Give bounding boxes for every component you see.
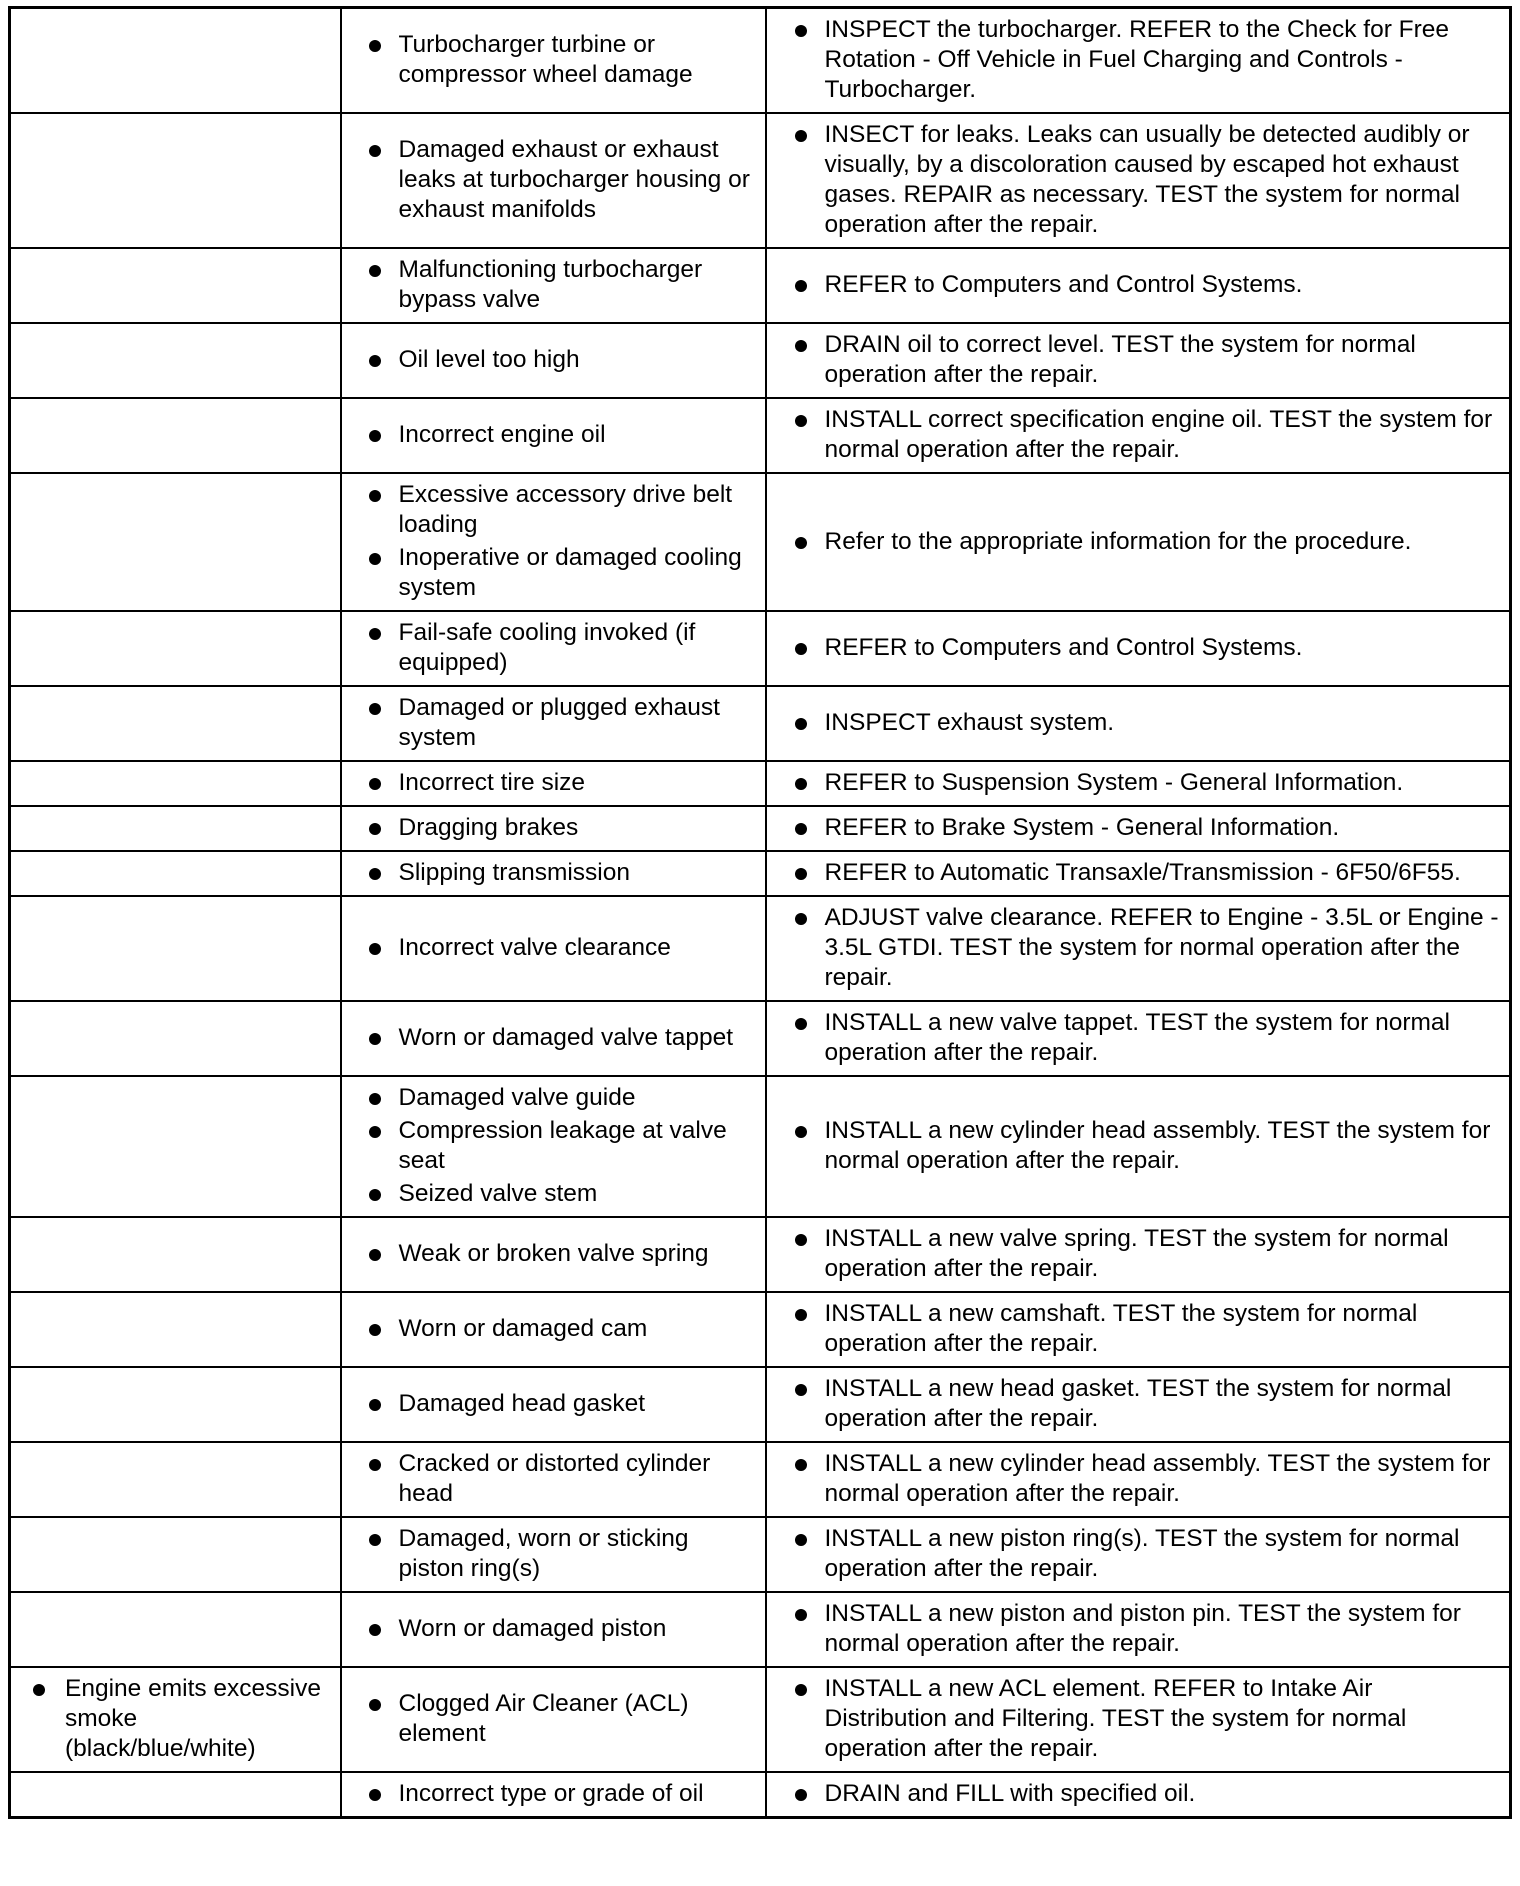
action-cell-text: INSTALL a new ACL element. REFER to Intake Air Distribution and Filtering. TEST the system for normal operation after the repair.	[824, 1675, 1407, 1762]
action-cell-item	[775, 903, 1502, 993]
action-cell-text: Refer to the appropriate information for the procedure.	[824, 527, 1412, 555]
bullet-icon	[795, 1684, 807, 1696]
bullet-icon	[369, 1399, 381, 1411]
action-cell-item	[775, 527, 1502, 557]
possible-source-cell	[341, 1772, 766, 1818]
action-cell-text: INSTALL a new valve tappet. TEST the system for normal operation after the repair.	[824, 1009, 1450, 1066]
possible-source-cell	[341, 1592, 766, 1667]
possible-source-cell-text: Worn or damaged piston	[398, 1615, 667, 1642]
possible-source-cell	[341, 113, 766, 248]
action-cell-text: REFER to Automatic Transaxle/Transmission - 6F50/6F55.	[824, 859, 1461, 886]
condition-cell-text: Engine emits excessive smoke (black/blue/white)	[65, 1675, 322, 1762]
possible-source-cell-text: Incorrect valve clearance	[398, 934, 671, 961]
bullet-icon	[369, 1249, 381, 1261]
action-cell-text: REFER to Computers and Control Systems.	[824, 634, 1303, 661]
action-cell	[766, 896, 1511, 1001]
possible-source-cell-text: Damaged exhaust or exhaust leaks at turbocharger housing or exhaust manifolds	[398, 136, 750, 223]
bullet-icon	[369, 1699, 381, 1711]
bullet-icon	[369, 1126, 381, 1138]
action-cell-text: INSTALL a new valve spring. TEST the system for normal operation after the repair.	[824, 1225, 1449, 1282]
bullet-icon	[369, 823, 381, 835]
bullet-icon	[369, 943, 381, 955]
table-row	[10, 686, 1511, 761]
action-cell-list	[775, 1524, 1502, 1584]
action-cell-item	[775, 15, 1502, 105]
condition-cell	[10, 806, 341, 851]
action-cell-item	[775, 1224, 1502, 1284]
bullet-icon	[795, 778, 807, 790]
possible-source-cell-item	[350, 1689, 757, 1749]
action-cell-text: DRAIN and FILL with specified oil.	[824, 1780, 1196, 1807]
possible-source-cell-item	[350, 1023, 757, 1053]
condition-cell	[10, 323, 341, 398]
possible-source-cell-text: Cracked or distorted cylinder head	[398, 1450, 711, 1507]
possible-source-cell-item	[350, 1179, 757, 1209]
action-cell-list	[775, 270, 1502, 300]
bullet-icon	[795, 823, 807, 835]
action-cell-item	[775, 1599, 1502, 1659]
condition-cell	[10, 851, 341, 896]
bullet-icon	[795, 25, 807, 37]
possible-source-cell	[341, 473, 766, 611]
possible-source-cell	[341, 1217, 766, 1292]
possible-source-cell-list	[350, 1449, 757, 1509]
possible-source-cell	[341, 1001, 766, 1076]
possible-source-cell-text: Fail-safe cooling invoked (if equipped)	[398, 619, 696, 676]
action-cell-item	[775, 120, 1502, 240]
possible-source-cell-list	[350, 1779, 757, 1809]
bullet-icon	[795, 868, 807, 880]
bullet-icon	[369, 430, 381, 442]
table-row	[10, 851, 1511, 896]
action-cell	[766, 806, 1511, 851]
bullet-icon	[795, 1126, 807, 1138]
action-cell-item	[775, 405, 1502, 465]
possible-source-cell-item	[350, 30, 757, 90]
bullet-icon	[369, 1459, 381, 1471]
possible-source-cell-text: Compression leakage at valve seat	[398, 1117, 727, 1174]
bullet-icon	[795, 643, 807, 655]
possible-source-cell-item	[350, 933, 757, 963]
table-row	[10, 1442, 1511, 1517]
condition-cell	[10, 1076, 341, 1217]
possible-source-cell-text: Damaged head gasket	[398, 1390, 646, 1417]
condition-cell	[10, 686, 341, 761]
table-row	[10, 1367, 1511, 1442]
action-cell-item	[775, 1524, 1502, 1584]
condition-cell	[10, 1667, 341, 1772]
possible-source-cell-text: Worn or damaged cam	[398, 1315, 648, 1342]
possible-source-cell-text: Seized valve stem	[398, 1180, 598, 1207]
action-cell-text: DRAIN oil to correct level. TEST the system for normal operation after the repair.	[824, 331, 1416, 388]
possible-source-cell-item	[350, 1524, 757, 1584]
action-cell-text: ADJUST valve clearance. REFER to Engine - 3.5L or Engine - 3.5L GTDI. TEST the system for normal operation after the repair.	[824, 904, 1499, 991]
possible-source-cell	[341, 398, 766, 473]
possible-source-cell-text: Incorrect tire size	[398, 769, 586, 796]
action-cell	[766, 1442, 1511, 1517]
action-cell-list	[775, 858, 1502, 888]
possible-source-cell-text: Inoperative or damaged cooling system	[398, 544, 742, 601]
action-cell-list	[775, 1224, 1502, 1284]
possible-source-cell-text: Malfunctioning turbocharger bypass valve	[398, 256, 703, 313]
bullet-icon	[369, 40, 381, 52]
action-cell-list	[775, 15, 1502, 105]
action-cell	[766, 686, 1511, 761]
possible-source-cell-text: Weak or broken valve spring	[398, 1240, 709, 1267]
possible-source-cell-item	[350, 420, 757, 450]
action-cell	[766, 248, 1511, 323]
action-cell	[766, 8, 1511, 114]
possible-source-cell-item	[350, 543, 757, 603]
bullet-icon	[369, 1534, 381, 1546]
possible-source-cell-text: Worn or damaged valve tappet	[398, 1024, 734, 1051]
action-cell-item	[775, 1779, 1502, 1809]
condition-cell	[10, 1367, 341, 1442]
action-cell-list	[775, 1779, 1502, 1809]
possible-source-cell	[341, 686, 766, 761]
action-cell-text: REFER to Suspension System - General Information.	[824, 769, 1404, 796]
possible-source-cell-item	[350, 1614, 757, 1644]
bullet-icon	[369, 1324, 381, 1336]
action-cell	[766, 1772, 1511, 1818]
action-cell	[766, 1292, 1511, 1367]
bullet-icon	[369, 1093, 381, 1105]
bullet-icon	[795, 1309, 807, 1321]
action-cell-list	[775, 708, 1502, 738]
possible-source-cell	[341, 1292, 766, 1367]
possible-source-cell-list	[350, 618, 757, 678]
table-row	[10, 1592, 1511, 1667]
possible-source-cell-list	[350, 255, 757, 315]
action-cell-item	[775, 1674, 1502, 1764]
condition-cell	[10, 1001, 341, 1076]
action-cell-text: INSTALL a new head gasket. TEST the system for normal operation after the repair.	[824, 1375, 1452, 1432]
diagnosis-table	[8, 6, 1512, 1819]
bullet-icon	[795, 537, 807, 549]
possible-source-cell	[341, 248, 766, 323]
table-row	[10, 8, 1511, 114]
action-cell	[766, 611, 1511, 686]
table-row	[10, 1517, 1511, 1592]
action-cell	[766, 1367, 1511, 1442]
condition-cell	[10, 8, 341, 114]
bullet-icon	[369, 355, 381, 367]
possible-source-cell	[341, 896, 766, 1001]
possible-source-cell-item	[350, 618, 757, 678]
possible-source-cell	[341, 611, 766, 686]
possible-source-cell-text: Damaged valve guide	[398, 1084, 636, 1111]
possible-source-cell-list	[350, 933, 757, 963]
action-cell-item	[775, 1116, 1502, 1176]
possible-source-cell-item	[350, 1779, 757, 1809]
action-cell	[766, 1517, 1511, 1592]
possible-source-cell-item	[350, 813, 757, 843]
possible-source-cell-item	[350, 1116, 757, 1176]
possible-source-cell	[341, 1367, 766, 1442]
possible-source-cell-list	[350, 480, 757, 603]
bullet-icon	[369, 145, 381, 157]
action-cell	[766, 398, 1511, 473]
action-cell	[766, 1076, 1511, 1217]
action-cell-list	[775, 768, 1502, 798]
condition-cell	[10, 1592, 341, 1667]
possible-source-cell-item	[350, 693, 757, 753]
action-cell-text: INSTALL a new cylinder head assembly. TEST the system for normal operation after the repair.	[824, 1450, 1491, 1507]
bullet-icon	[795, 1018, 807, 1030]
action-cell-text: INSTALL a new cylinder head assembly. TEST the system for normal operation after the repair.	[824, 1117, 1491, 1174]
action-cell-text: REFER to Brake System - General Information.	[824, 814, 1340, 841]
action-cell-list	[775, 405, 1502, 465]
condition-cell	[10, 611, 341, 686]
possible-source-cell-item	[350, 345, 757, 375]
bullet-icon	[795, 130, 807, 142]
possible-source-cell-list	[350, 420, 757, 450]
table-row	[10, 473, 1511, 611]
bullet-icon	[369, 1033, 381, 1045]
action-cell-list	[775, 1008, 1502, 1068]
possible-source-cell-text: Dragging brakes	[398, 814, 579, 841]
possible-source-cell-text: Damaged, worn or sticking piston ring(s)	[398, 1525, 689, 1582]
table-row	[10, 1292, 1511, 1367]
action-cell-item	[775, 330, 1502, 390]
bullet-icon	[369, 703, 381, 715]
possible-source-cell-list	[350, 1614, 757, 1644]
possible-source-cell-item	[350, 1389, 757, 1419]
condition-cell-list	[19, 1674, 332, 1764]
table-row	[10, 113, 1511, 248]
condition-cell	[10, 761, 341, 806]
action-cell	[766, 1667, 1511, 1772]
possible-source-cell	[341, 1517, 766, 1592]
possible-source-cell-item	[350, 1449, 757, 1509]
possible-source-cell-list	[350, 1389, 757, 1419]
action-cell-list	[775, 1449, 1502, 1509]
possible-source-cell-text: Incorrect engine oil	[398, 421, 606, 448]
action-cell	[766, 473, 1511, 611]
action-cell	[766, 1001, 1511, 1076]
bullet-icon	[795, 718, 807, 730]
possible-source-cell-list	[350, 813, 757, 843]
condition-cell	[10, 113, 341, 248]
possible-source-cell-list	[350, 345, 757, 375]
table-row	[10, 1667, 1511, 1772]
action-cell-item	[775, 768, 1502, 798]
bullet-icon	[795, 340, 807, 352]
action-cell-list	[775, 1116, 1502, 1176]
possible-source-cell-list	[350, 135, 757, 225]
table-row	[10, 248, 1511, 323]
possible-source-cell-item	[350, 858, 757, 888]
possible-source-cell-text: Clogged Air Cleaner (ACL) element	[398, 1690, 689, 1747]
action-cell-list	[775, 1299, 1502, 1359]
bullet-icon	[795, 415, 807, 427]
action-cell-text: INSPECT the turbocharger. REFER to the Check for Free Rotation - Off Vehicle in Fuel Charging and Controls - Turbocharger.	[824, 16, 1450, 103]
bullet-icon	[795, 280, 807, 292]
bullet-icon	[795, 913, 807, 925]
possible-source-cell	[341, 1076, 766, 1217]
possible-source-cell-item	[350, 1083, 757, 1113]
condition-cell	[10, 1442, 341, 1517]
possible-source-cell-text: Damaged or plugged exhaust system	[398, 694, 720, 751]
bullet-icon	[369, 868, 381, 880]
bullet-icon	[33, 1684, 45, 1696]
action-cell-item	[775, 1299, 1502, 1359]
bullet-icon	[795, 1234, 807, 1246]
action-cell	[766, 1592, 1511, 1667]
action-cell	[766, 761, 1511, 806]
bullet-icon	[369, 553, 381, 565]
bullet-icon	[795, 1534, 807, 1546]
condition-cell	[10, 896, 341, 1001]
action-cell-item	[775, 813, 1502, 843]
possible-source-cell-list	[350, 1689, 757, 1749]
table-row	[10, 1076, 1511, 1217]
possible-source-cell-item	[350, 135, 757, 225]
bullet-icon	[369, 778, 381, 790]
action-cell-text: INSECT for leaks. Leaks can usually be detected audibly or visually, by a discoloration caused by escaped hot exhaust gases. REPAIR as necessary. TEST the system for normal operation after the repair.	[824, 121, 1470, 238]
bullet-icon	[369, 490, 381, 502]
action-cell	[766, 113, 1511, 248]
possible-source-cell-list	[350, 1023, 757, 1053]
condition-cell	[10, 1772, 341, 1818]
possible-source-cell	[341, 851, 766, 896]
action-cell-text: INSTALL correct specification engine oil. TEST the system for normal operation after the repair.	[824, 406, 1493, 463]
condition-cell	[10, 1292, 341, 1367]
possible-source-cell-list	[350, 693, 757, 753]
action-cell-list	[775, 120, 1502, 240]
action-cell-text: INSTALL a new camshaft. TEST the system for normal operation after the repair.	[824, 1300, 1418, 1357]
condition-cell	[10, 473, 341, 611]
table-row	[10, 806, 1511, 851]
table-row	[10, 398, 1511, 473]
condition-cell-item	[19, 1674, 332, 1764]
table-row	[10, 761, 1511, 806]
possible-source-cell-list	[350, 1524, 757, 1584]
action-cell-item	[775, 1008, 1502, 1068]
bullet-icon	[369, 628, 381, 640]
action-cell	[766, 1217, 1511, 1292]
possible-source-cell-list	[350, 858, 757, 888]
table-row	[10, 323, 1511, 398]
possible-source-cell-list	[350, 1314, 757, 1344]
condition-cell	[10, 1517, 341, 1592]
possible-source-cell-text: Excessive accessory drive belt loading	[398, 481, 733, 538]
action-cell-text: INSTALL a new piston ring(s). TEST the system for normal operation after the repair.	[824, 1525, 1460, 1582]
action-cell-item	[775, 1449, 1502, 1509]
action-cell-list	[775, 527, 1502, 557]
possible-source-cell	[341, 323, 766, 398]
action-cell-list	[775, 330, 1502, 390]
table-row	[10, 1217, 1511, 1292]
table-row	[10, 1001, 1511, 1076]
action-cell-list	[775, 1374, 1502, 1434]
possible-source-cell	[341, 8, 766, 114]
action-cell-item	[775, 1374, 1502, 1434]
bullet-icon	[795, 1789, 807, 1801]
possible-source-cell-list	[350, 1083, 757, 1209]
possible-source-cell-item	[350, 1314, 757, 1344]
bullet-icon	[369, 265, 381, 277]
action-cell-item	[775, 858, 1502, 888]
bullet-icon	[795, 1609, 807, 1621]
possible-source-cell-text: Oil level too high	[398, 346, 580, 373]
possible-source-cell-list	[350, 1239, 757, 1269]
table-row	[10, 1772, 1511, 1818]
possible-source-cell-text: Incorrect type or grade of oil	[398, 1780, 704, 1807]
action-cell-list	[775, 1599, 1502, 1659]
possible-source-cell-list	[350, 30, 757, 90]
bullet-icon	[369, 1189, 381, 1201]
possible-source-cell-list	[350, 768, 757, 798]
action-cell-item	[775, 270, 1502, 300]
action-cell-list	[775, 633, 1502, 663]
bullet-icon	[795, 1384, 807, 1396]
action-cell-text: REFER to Computers and Control Systems.	[824, 271, 1303, 298]
possible-source-cell-text: Slipping transmission	[398, 859, 630, 886]
possible-source-cell-text: Turbocharger turbine or compressor wheel damage	[398, 31, 693, 88]
table-row	[10, 611, 1511, 686]
condition-cell	[10, 1217, 341, 1292]
action-cell-list	[775, 1674, 1502, 1764]
possible-source-cell	[341, 1442, 766, 1517]
possible-source-cell	[341, 1667, 766, 1772]
action-cell	[766, 851, 1511, 896]
condition-cell	[10, 248, 341, 323]
possible-source-cell	[341, 761, 766, 806]
action-cell-list	[775, 813, 1502, 843]
condition-cell	[10, 398, 341, 473]
possible-source-cell-item	[350, 1239, 757, 1269]
action-cell-item	[775, 633, 1502, 663]
table-row	[10, 896, 1511, 1001]
possible-source-cell-item	[350, 768, 757, 798]
possible-source-cell-item	[350, 480, 757, 540]
action-cell-text: INSTALL a new piston and piston pin. TEST the system for normal operation after the repair.	[824, 1600, 1461, 1657]
action-cell-item	[775, 708, 1502, 738]
action-cell-list	[775, 903, 1502, 993]
possible-source-cell-item	[350, 255, 757, 315]
possible-source-cell	[341, 806, 766, 851]
action-cell-text: INSPECT exhaust system.	[824, 709, 1115, 736]
action-cell	[766, 323, 1511, 398]
bullet-icon	[795, 1459, 807, 1471]
bullet-icon	[369, 1789, 381, 1801]
bullet-icon	[369, 1624, 381, 1636]
diagnosis-table-body	[10, 8, 1511, 1818]
